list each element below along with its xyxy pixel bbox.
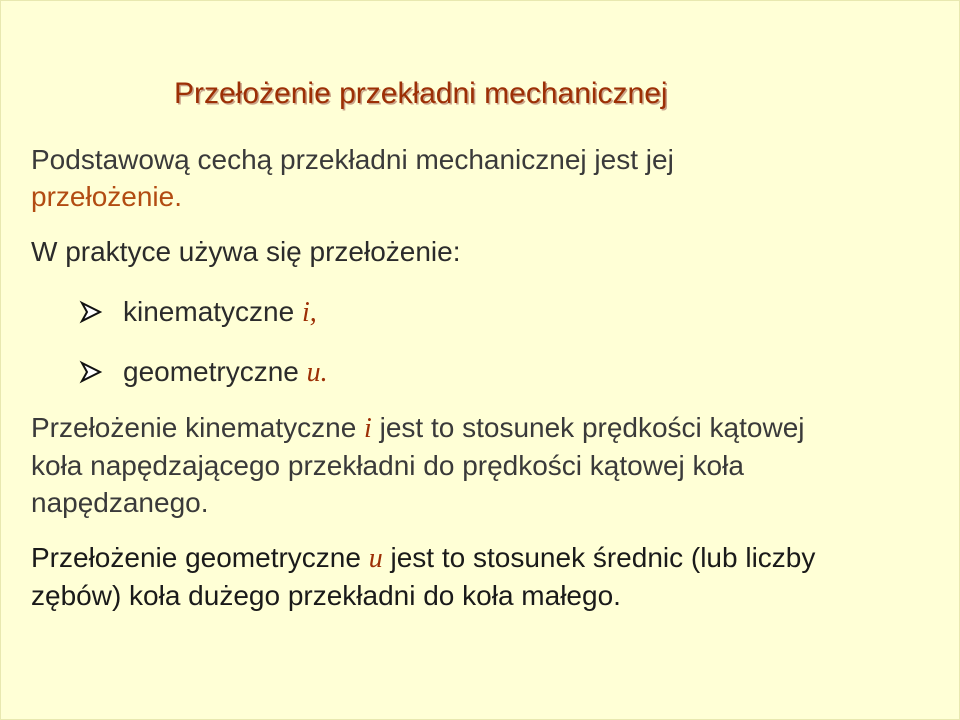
definition-text: jest to stosunek średnic (lub liczby [382, 542, 816, 573]
practice-paragraph: W praktyce używa się przełożenie: [31, 236, 461, 267]
definition-kinematic [31, 409, 941, 521]
definition-geometric [31, 539, 941, 614]
bullet-suffix: . [320, 357, 328, 388]
definition-kinematic-line2: koła napędzającego przekładni do prędkości kątowej koła [31, 450, 744, 481]
slide-title: Przełożenie przekładni mechanicznej [174, 77, 668, 110]
definition-kinematic-line3: napędzanego. [31, 487, 209, 518]
bullet-label: kinematyczne [123, 296, 302, 327]
bullet-symbol: i [301, 297, 310, 328]
arrow-bullet-icon [79, 300, 103, 324]
bullet-geometric [79, 353, 328, 391]
bullet-symbol: u [306, 357, 321, 388]
intro-text: Podstawową cechą przekładni mechanicznej jest jej [31, 144, 674, 175]
definition-text: Przełożenie geometryczne [31, 542, 369, 573]
bullet-suffix: , [309, 297, 317, 328]
definition-symbol: i [364, 413, 372, 444]
bullet-label: geometryczne [123, 356, 307, 387]
definition-geometric-line2: zębów) koła dużego przekładni do koła małego. [31, 580, 621, 611]
intro-paragraph [31, 141, 941, 215]
definition-text: Przełożenie kinematyczne [31, 412, 365, 443]
definition-kinematic-line1 [31, 409, 941, 447]
definition-text: jest to stosunek prędkości kątowej [371, 412, 805, 443]
intro-accent: przełożenie. [31, 181, 182, 212]
definition-symbol: u [368, 543, 383, 574]
arrow-bullet-icon [79, 360, 103, 384]
bullet-kinematic [79, 293, 317, 331]
definition-geometric-line1 [31, 539, 941, 577]
